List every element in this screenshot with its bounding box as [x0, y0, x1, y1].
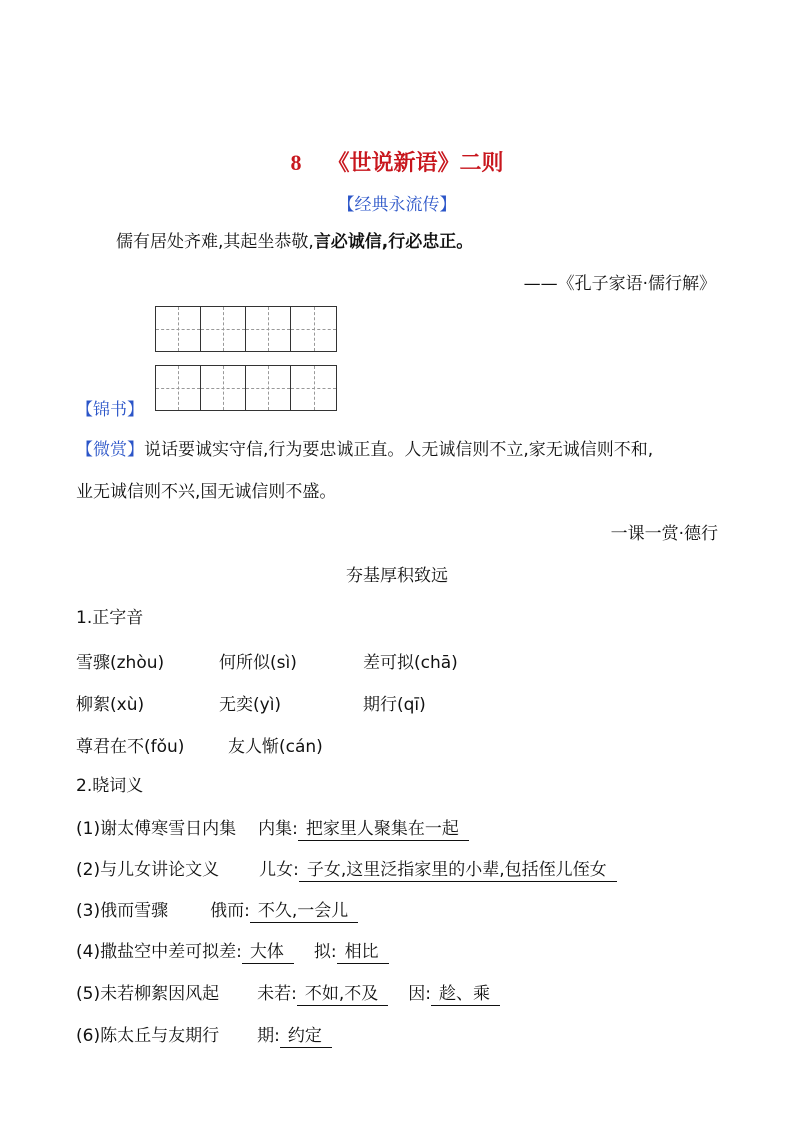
q2-prompt: (3)俄而雪骤	[76, 901, 169, 921]
grid-cell	[201, 307, 246, 351]
answer-blank: 不久,一会儿	[250, 900, 358, 923]
quote	[116, 230, 473, 254]
lesson-title-text: 《世说新语》二则	[327, 151, 504, 176]
q2-item-1	[76, 814, 469, 841]
answer-blank: 趁、乘	[431, 983, 500, 1006]
answer-blank: 子女,这里泛指家里的小辈,包括侄儿侄女	[299, 859, 617, 882]
pinyin-item: 差可拟(chā)	[363, 653, 458, 673]
q2-term: 俄而:	[210, 901, 250, 921]
calligraphy-label: 【锦书】	[76, 400, 144, 420]
appreciation-line1	[76, 438, 653, 462]
pinyin-item: 友人惭(cán)	[228, 737, 323, 757]
section-label: 【经典永流传】	[337, 195, 457, 215]
q2-prompt: (1)谢太傅寒雪日内集	[76, 819, 237, 839]
q2-term: 内集:	[258, 819, 298, 839]
q2-prompt: (6)陈太丘与友期行	[76, 1026, 220, 1046]
appreciation-text1: 说话要诚实守信,行为要忠诚正直。人无诚信则不立,家无诚信则不和,	[144, 440, 654, 460]
calligraphy-grid-2	[155, 365, 337, 411]
q2-term: 儿女:	[259, 860, 299, 880]
grid-cell	[291, 307, 336, 351]
pinyin-item: 雪骤(zhòu)	[76, 653, 165, 673]
quote-source: ——《孔子家语·儒行解》	[523, 274, 716, 294]
answer-blank: 相比	[337, 941, 389, 964]
q1-title: 1.正字音	[76, 608, 144, 628]
q2-term: 因:	[408, 984, 431, 1004]
answer-blank: 不如,不及	[297, 983, 388, 1006]
q2-prompt: (4)撒盐空中差可拟	[76, 942, 220, 962]
q2-term: 差:	[219, 942, 242, 962]
pinyin-item: 无奕(yì)	[219, 695, 282, 715]
grid-cell	[246, 366, 291, 410]
q2-item-5	[76, 979, 500, 1006]
appreciation-line2: 业无诚信则不兴,国无诚信则不盛。	[76, 482, 337, 502]
pinyin-item: 尊君在不(fǒu)	[76, 737, 185, 757]
quote-plain: 儒有居处齐难,其起坐恭敬,	[116, 232, 314, 252]
q2-item-2	[76, 855, 617, 882]
grid-cell	[156, 307, 201, 351]
answer-blank: 约定	[280, 1025, 332, 1048]
q2-term: 未若:	[257, 984, 297, 1004]
pinyin-item: 何所似(sì)	[219, 653, 297, 673]
q2-item-6	[76, 1021, 332, 1048]
q2-term: 期:	[257, 1026, 280, 1046]
quote-bold: 言必诚信,行必忠正。	[313, 232, 474, 252]
q2-prompt: (2)与儿女讲论文义	[76, 860, 220, 880]
calligraphy-grid-1	[155, 306, 337, 352]
answer-blank: 大体	[242, 941, 294, 964]
q2-title: 2.晓词义	[76, 776, 144, 796]
grid-cell	[201, 366, 246, 410]
lesson-title	[0, 146, 794, 177]
grid-cell	[246, 307, 291, 351]
grid-cell	[291, 366, 336, 410]
q2-item-3	[76, 896, 358, 923]
q2-prompt: (5)未若柳絮因风起	[76, 984, 220, 1004]
appreciation-label: 【微赏】	[76, 440, 144, 460]
q2-item-4	[76, 937, 389, 964]
pinyin-item: 柳絮(xù)	[76, 695, 145, 715]
lesson-number: 8	[290, 150, 302, 175]
pinyin-item: 期行(qī)	[363, 695, 426, 715]
grid-cell	[156, 366, 201, 410]
section-title: 夯基厚积致远	[346, 566, 448, 586]
appreciation-credit: 一课一赏·德行	[610, 524, 718, 544]
q2-term: 拟:	[313, 942, 337, 962]
answer-blank: 把家里人聚集在一起	[298, 818, 469, 841]
